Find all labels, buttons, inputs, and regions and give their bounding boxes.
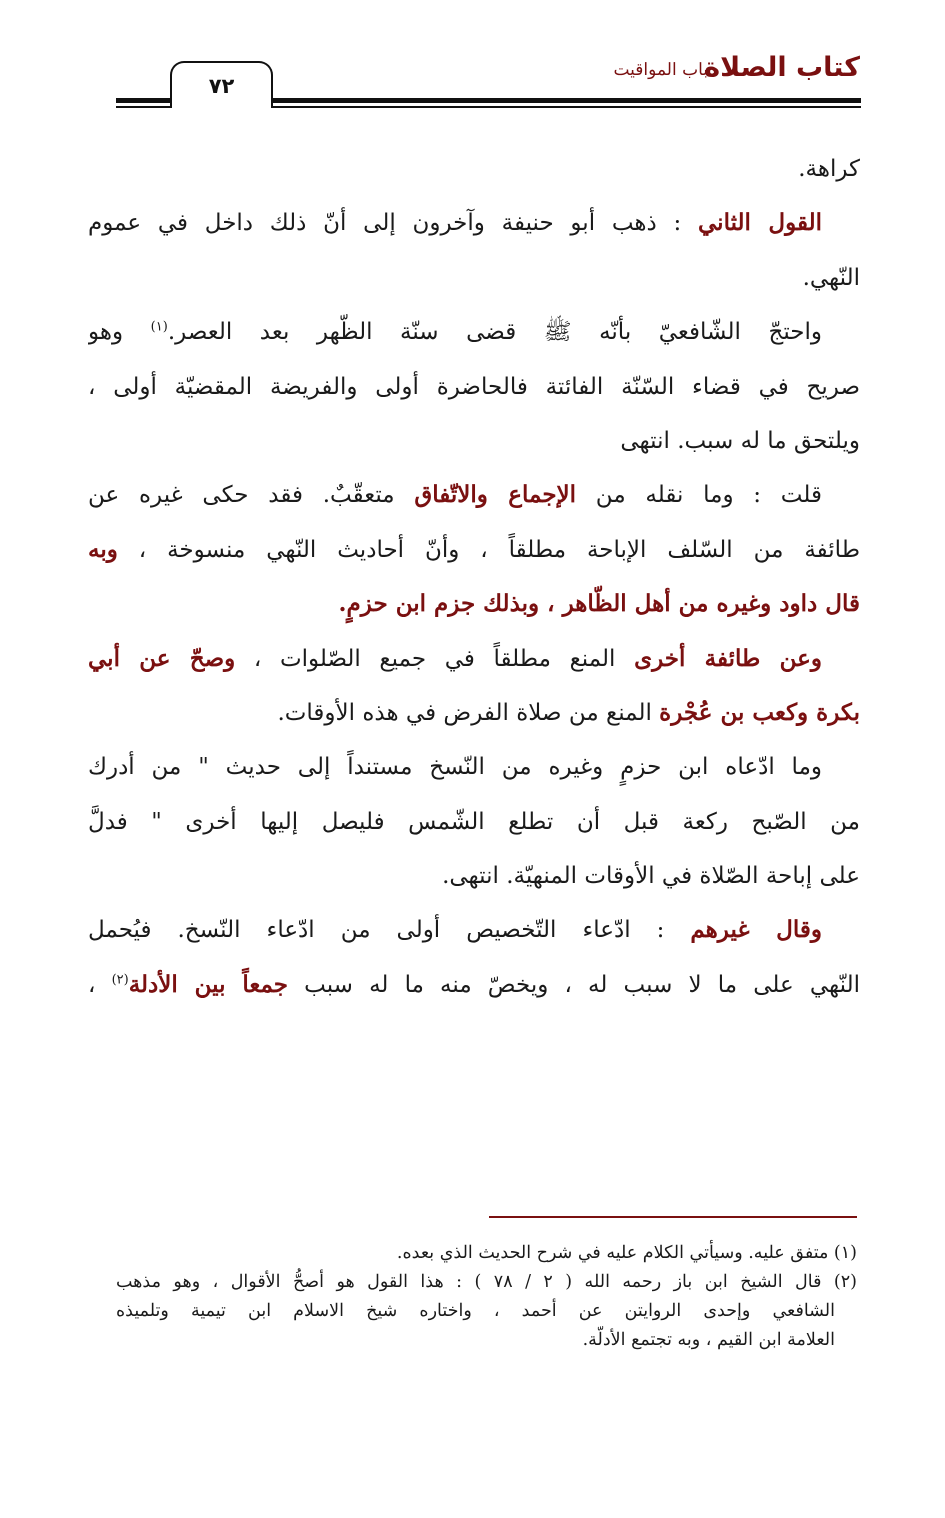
text-line	[88, 142, 860, 196]
text-line	[88, 632, 860, 686]
text-span: المنع مطلقاً في جميع الصّلوات ،	[235, 645, 635, 672]
text-span: كراهة.	[798, 156, 860, 182]
text-span: النّهي.	[802, 264, 860, 291]
chapter-title: باب المواقيت	[613, 60, 708, 80]
text-line	[88, 523, 860, 577]
footnote-2-line-1: (٢) قال الشيخ ابن باز رحمه الله ( ٢ / ٧٨ ) : هذا القول هو أصحُّ الأقوال ، وهو مذهب	[116, 1272, 857, 1292]
text-span: النّهي على ما لا سبب له ، ويخصّ منه ما له سبب	[287, 971, 860, 998]
text-line	[88, 468, 860, 522]
footnotes	[116, 1239, 857, 1355]
text-span: واحتجّ الشّافعيّ بأنّه ﷺ قضى سنّة الظّهر بعد العصر.	[167, 319, 822, 346]
text-span: طائفة من السّلف الإباحة مطلقاً ، وأنّ أحاديث النّهي منسوخة ،	[117, 536, 860, 563]
page-number	[170, 61, 273, 108]
text-line	[88, 795, 860, 849]
highlighted-phrase: وقال غيرهم	[690, 916, 822, 944]
highlighted-phrase: الإجماع والاتّفاق	[414, 481, 577, 509]
text-line	[88, 903, 860, 957]
footnote-ref[interactable]: (١)	[150, 319, 168, 335]
highlighted-phrase: وعن طائفة أخرى	[634, 644, 822, 672]
text-line	[88, 196, 860, 250]
text-line	[88, 414, 860, 468]
text-span: ،	[88, 971, 112, 998]
text-line	[88, 740, 860, 794]
text-span: : ادّعاء التّخصيص أولى من ادّعاء النّسخ. فيُحمل	[88, 917, 691, 944]
text-span: ويلتحق ما له سبب. انتهى	[620, 427, 860, 454]
highlighted-phrase: وصحّ عن أبي	[88, 644, 236, 672]
footnote-2-line-3: العلامة ابن القيم ، وبه تجتمع الأدلّة.	[582, 1330, 835, 1350]
highlighted-phrase: القول الثاني	[698, 209, 822, 237]
footnote-2-line-2: الشافعي وإحدى الروايتن عن أحمد ، واختاره شيخ الاسلام ابن تيمية وتلميذه	[116, 1301, 835, 1321]
text-line	[88, 686, 860, 740]
highlighted-phrase: وبه	[88, 535, 118, 563]
book-title: كتاب الصلاة	[704, 52, 860, 83]
text-span: : ذهب أبو حنيفة وآخرون إلى أنّ ذلك داخل في عموم	[88, 210, 699, 237]
text-span: وهو	[88, 319, 151, 346]
footnote-ref[interactable]: (٢)	[111, 972, 129, 988]
text-span: وما ادّعاه ابن حزمٍ وغيره من النّسخ مستنداً إلى حديث " من أدرك	[88, 754, 822, 781]
text-line	[88, 958, 860, 1012]
body-text	[88, 142, 860, 1012]
text-line	[88, 849, 860, 903]
footnote-1: (١) متفق عليه. وسيأتي الكلام عليه في شرح الحديث الذي بعده.	[396, 1243, 857, 1263]
text-span: قلت : وما نقله من	[576, 482, 822, 509]
page-number-text: ٧٢	[208, 73, 235, 98]
text-span: صريح في قضاء السّنّة الفائتة فالحاضرة أولى والفريضة المقضيّة أولى ،	[88, 373, 860, 400]
text-span: على إباحة الصّلاة في الأوقات المنهيّة. انتهى.	[442, 863, 860, 890]
footnote-separator	[489, 1216, 857, 1218]
text-span: المنع من صلاة الفرض في هذه الأوقات.	[277, 699, 660, 726]
text-line	[88, 251, 860, 305]
text-span: متعقّبٌ. فقد حكى غيره عن	[88, 482, 415, 509]
highlighted-phrase: جمعاً بين الأدلة	[128, 970, 288, 998]
text-line	[88, 577, 860, 631]
text-line	[88, 305, 860, 359]
highlighted-phrase: بكرة وكعب بن عُجْرة	[659, 698, 860, 726]
highlighted-phrase: قال داود وغيره من أهل الظّاهر ، وبذلك جزم ابن حزمٍ.	[338, 590, 860, 618]
text-line	[88, 360, 860, 414]
text-span: من الصّبح ركعة قبل أن تطلع الشّمس فليصل إليها أخرى " فدلَّ	[88, 808, 860, 835]
